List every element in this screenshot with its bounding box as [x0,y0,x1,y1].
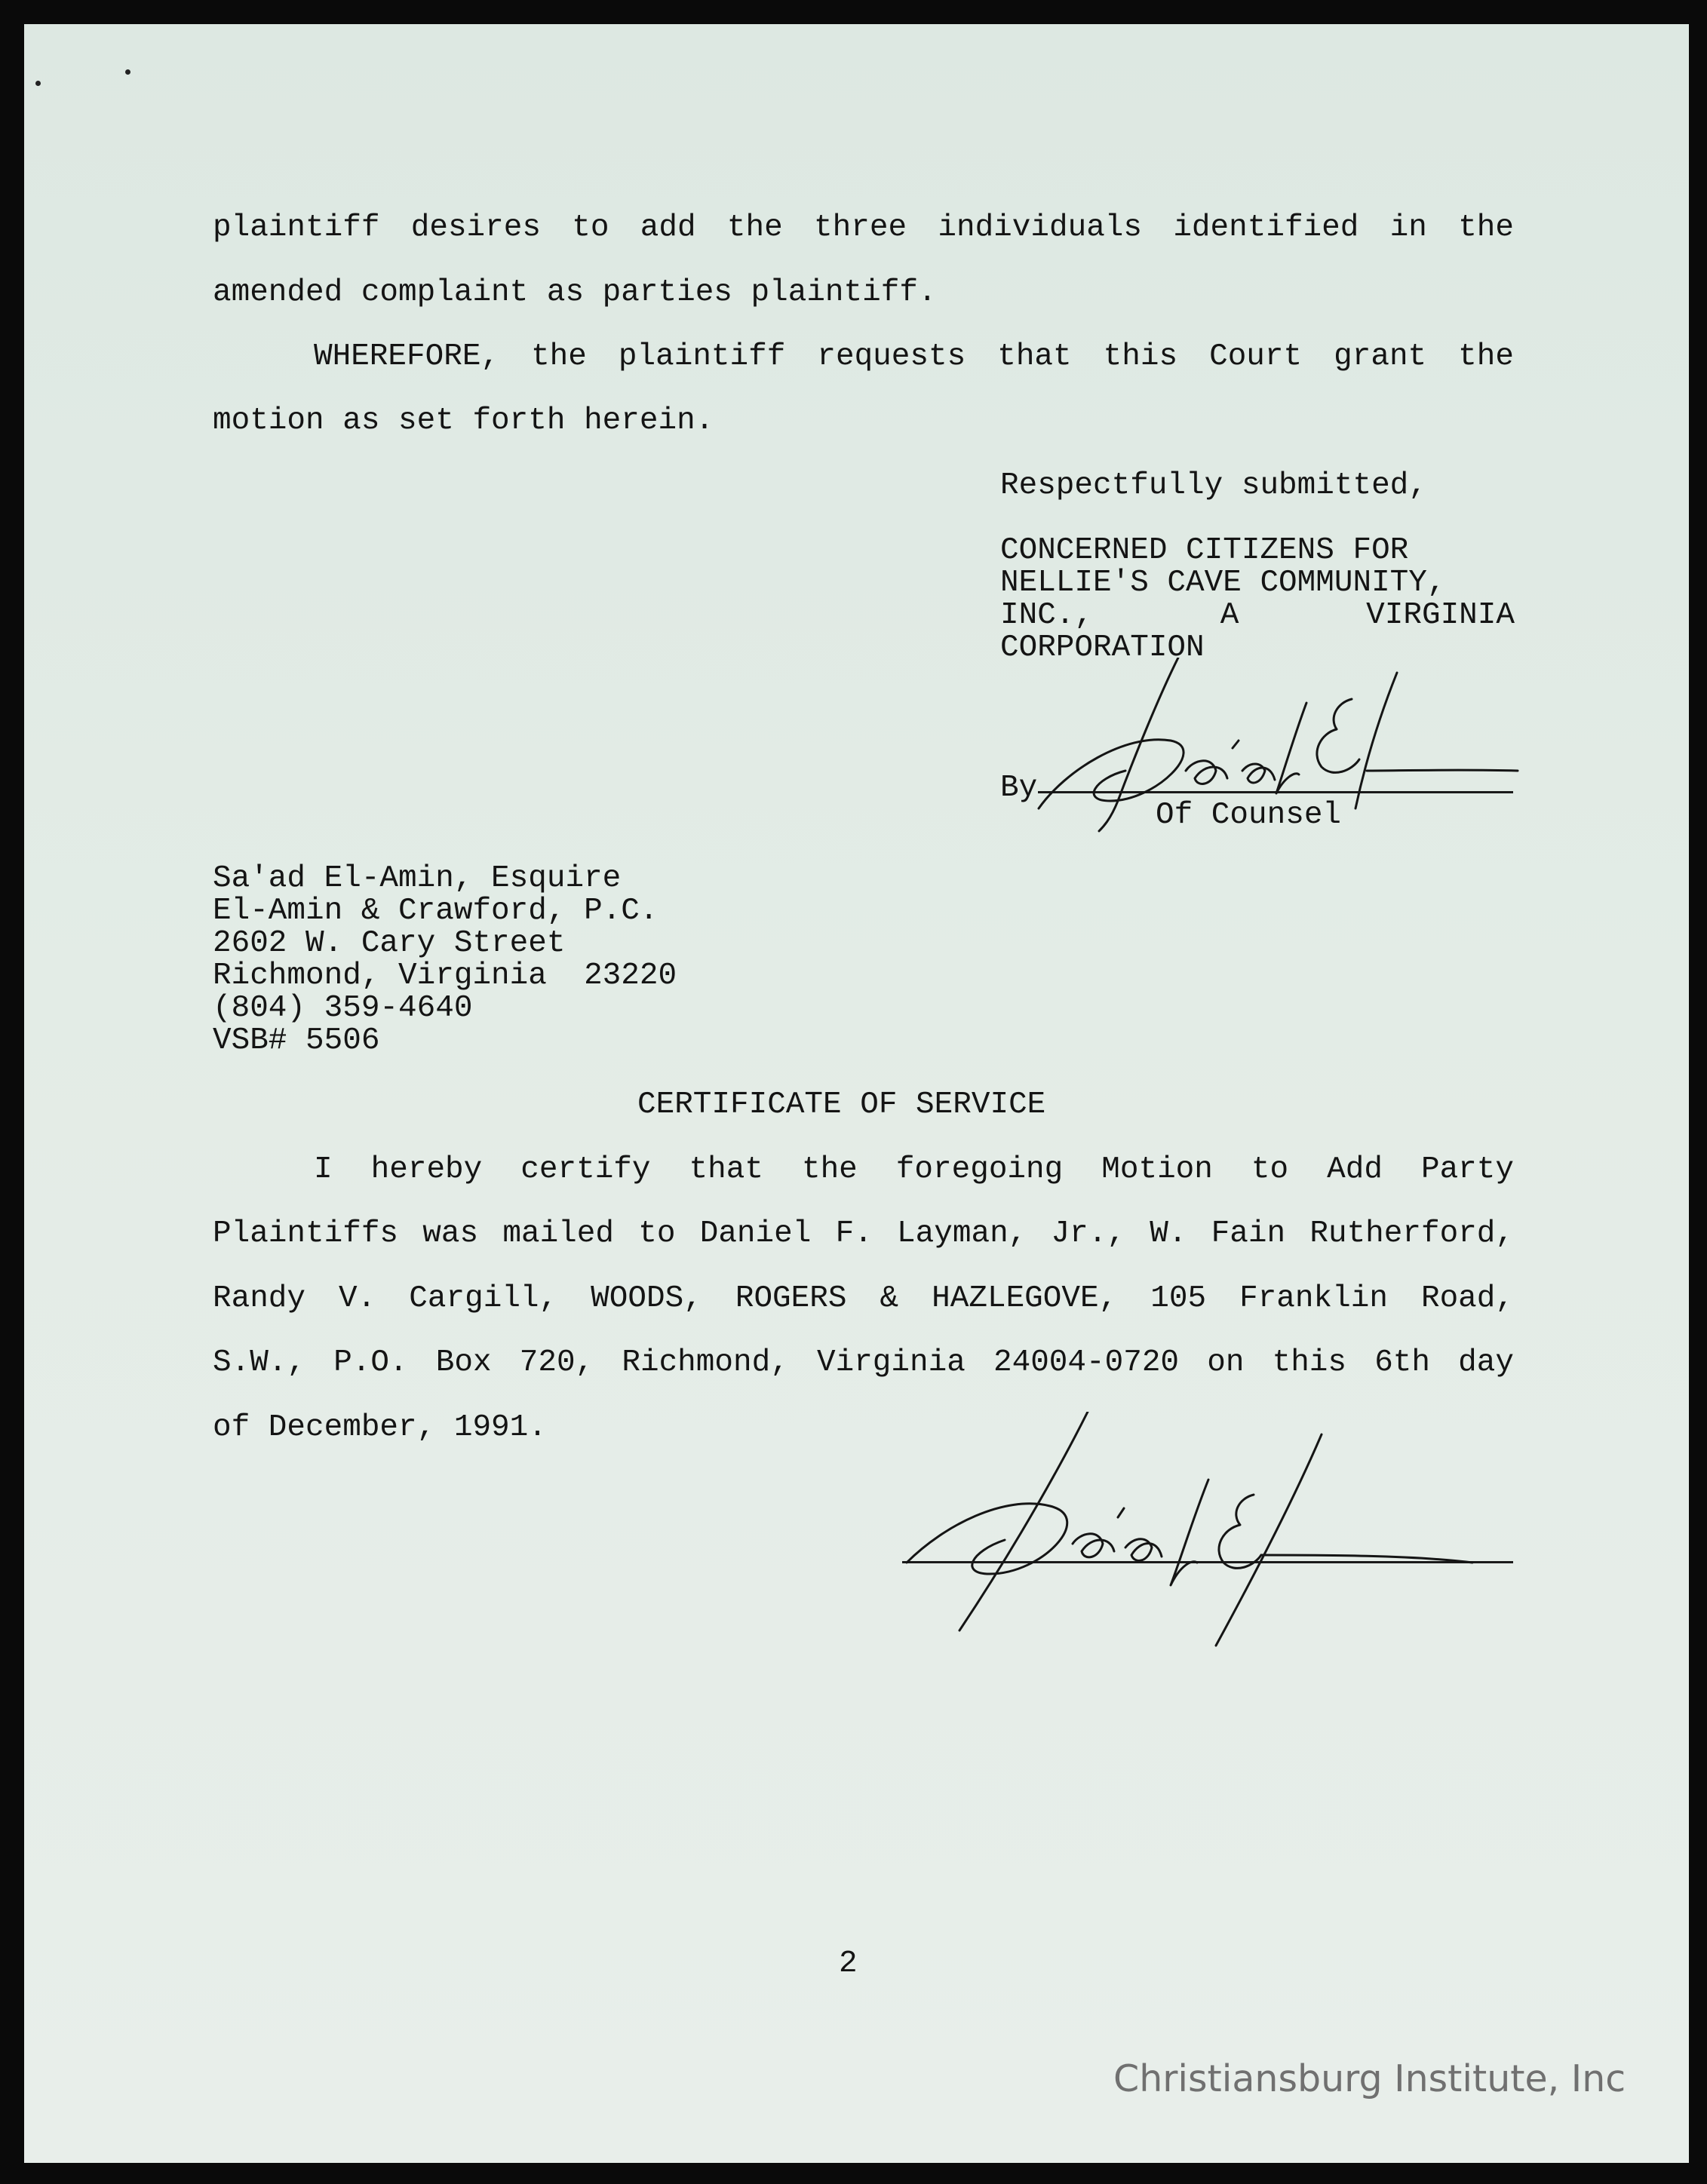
org-line-1: CONCERNED CITIZENS FOR [1000,533,1409,568]
of-counsel-label: Of Counsel [1156,798,1342,833]
watermark-text: Christiansburg Institute, Inc [1113,2057,1626,2100]
certificate-line-3: Randy V. Cargill, WOODS, ROGERS & HAZLEGOVE, 105 Franklin Road, [213,1281,1514,1316]
closing-text: Respectfully submitted, [1000,468,1427,503]
certificate-line-1: I hereby certify that the foregoing Motion to Add Party [314,1152,1514,1187]
org-line-4: CORPORATION [1000,630,1205,665]
body-line-2: amended complaint as parties plaintiff. [213,275,937,310]
attorney-city: Richmond, Virginia 23220 [213,959,677,993]
certificate-line-4: S.W., P.O. Box 720, Richmond, Virginia 24004-0720 on this 6th day [213,1345,1514,1380]
body-line-1: plaintiff desires to add the three individuals identified in the [213,210,1514,245]
speck-2 [125,69,130,75]
document-page [24,24,1689,2163]
attorney-firm: El-Amin & Crawford, P.C. [213,894,659,928]
org-line-2: NELLIE'S CAVE COMMUNITY, [1000,566,1446,600]
page-number: 2 [839,1946,858,1981]
certificate-heading: CERTIFICATE OF SERVICE [637,1087,1046,1122]
body-line-4: motion as set forth herein. [213,403,714,438]
certificate-line-2: Plaintiffs was mailed to Daniel F. Layman, Jr., W. Fain Rutherford, [213,1216,1514,1251]
body-line-3: WHEREFORE, the plaintiff requests that this Court grant the [314,339,1514,374]
attorney-phone: (804) 359-4640 [213,991,473,1026]
by-label: By [1000,771,1038,805]
certificate-line-5: of December, 1991. [213,1410,547,1445]
attorney-name: Sa'ad El-Amin, Esquire [213,861,622,896]
speck-1 [35,81,41,86]
org-line-3: INC., A VIRGINIA [1000,598,1515,633]
certificate-signature [899,1412,1503,1653]
attorney-vsb: VSB# 5506 [213,1023,380,1058]
attorney-street: 2602 W. Cary Street [213,926,566,961]
